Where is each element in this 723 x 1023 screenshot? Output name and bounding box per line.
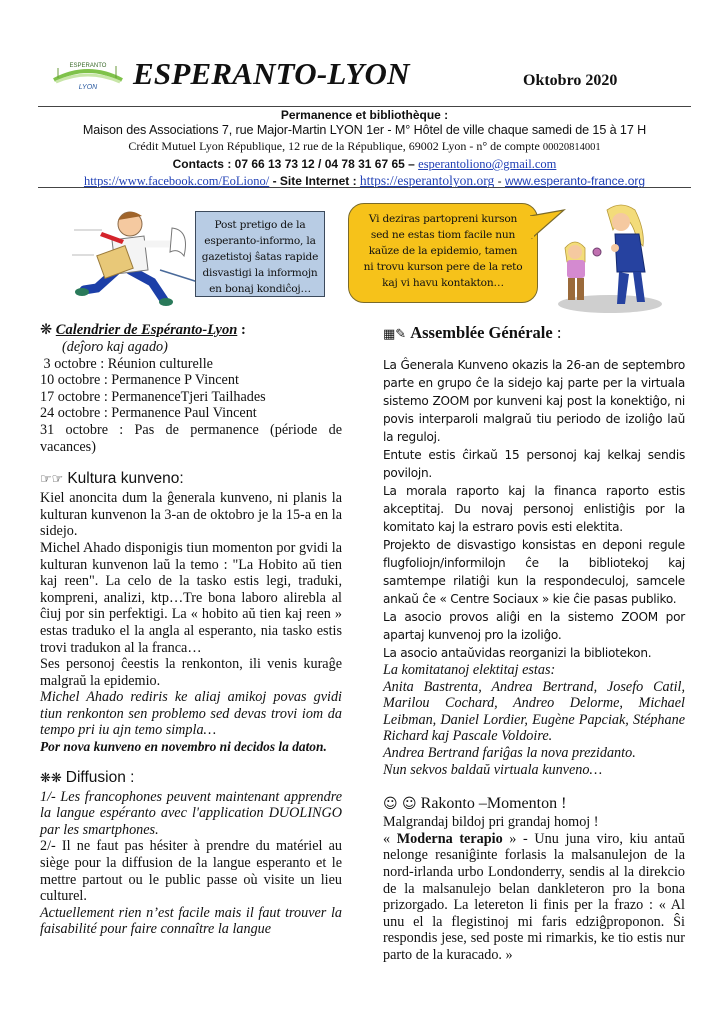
assemblee-paragraph: Projekto de disvastigo konsistas en deponi regule flugfoliojn/informilojn ĉe la bibliotekoj kaj samtempe rilatiĝi kun la respondeculoj, samcele ankaŭ ĉe « Centre Sociaux » kie ĉie pasas publiko. <box>383 538 685 606</box>
calendar-item: 10 octobre : Permanence P Vincent <box>40 372 239 389</box>
left-column <box>40 322 342 938</box>
new-president: Andrea Bertrand fariĝas la nova prezidanto. <box>383 744 636 761</box>
info-links: https://www.facebook.com/EoLiono/ - Site Internet : https://esperantolyon.org - www.esperanto-france.org <box>83 173 646 188</box>
rakonto-section <box>383 794 685 963</box>
assemblee-paragraph: La asocio provos aliĝi en la sistemo ZOOM por apartaj kunvenoj pro la izoliĝo. <box>383 610 685 642</box>
pointing-hand-icon: ☞☞ <box>40 472 64 488</box>
diffusion-paragraph: 2/- Il ne faut pas hésiter à prendre du matériel au siège pour la diffusion de la langue esperanto et le mettre partout ou le public passe où visite un lieu culturel. <box>40 838 342 905</box>
info-bank: Crédit Mutuel Lyon République, 12 rue de la République, 69002 Lyon - n° de compte 00020814001 <box>128 139 601 153</box>
kultura-paragraph: Michel Ahado disponigis tiun momenton por gvidi la kulturan kunvenon laŭ la temo : "La Hobito aŭ tien kaj reen". La celo de la tasko estis legi, traduki, kompreni, analizi, ktp…Tre bona laboro alirebla al ĉiuj por sin perfektigi. La « hobito aŭ tien kaj reen » estas traduko el la angla al esperanto, nia tasko estis trovi tradukon al la franca… <box>40 539 342 656</box>
smiley-icon: ☺ ☺ <box>383 796 417 813</box>
esperanto-lyon-logo <box>52 58 124 92</box>
story-title: Moderna terapio <box>396 830 503 847</box>
assemblee-paragraph: La asocio antaŭvidas reorganizi la bibliotekon. <box>383 646 652 660</box>
rakonto-intro: Malgrandaj bildoj pri grandaj homoj ! <box>383 814 599 831</box>
calendar-item: 3 octobre : Réunion culturelle <box>40 355 213 372</box>
asterisk-icon: ❋❋ <box>40 770 62 786</box>
header-divider-bottom <box>38 187 691 188</box>
assemblee-heading: ▦✎ Assemblée Générale : <box>383 323 562 342</box>
next-virtual-meeting: Nun sekvos baldaŭ virtuala kunveno… <box>383 761 603 778</box>
kultura-heading: ☞☞ Kultura kunveno: <box>40 470 184 488</box>
esperanto-france-link[interactable]: www.esperanto-france.org <box>504 174 646 188</box>
svg-text:LYON: LYON <box>78 84 98 91</box>
info-block <box>38 108 691 190</box>
diffusion-paragraph: 1/- Les francophones peuvent maintenant apprendre la langue espéranto avec l'application DUOLINGO par les smartphones. <box>40 788 342 838</box>
website-link[interactable]: https://esperantolyon.org <box>359 173 495 188</box>
calendar-subtitle: (deĵoro kaj agado) <box>62 339 168 355</box>
right-column <box>383 322 685 964</box>
calendar-section <box>40 322 342 455</box>
book-and-pen-icon: ▦✎ <box>383 327 407 342</box>
calendar-item: 17 octobre : PermanenceTjeri Tailhades <box>40 388 266 405</box>
asterisk-icon: ❋ <box>40 322 53 338</box>
account-number: 00020814001 <box>542 142 601 153</box>
running-man-illustration <box>72 200 200 310</box>
email-link[interactable]: esperantoliono@gmail.com <box>418 157 557 171</box>
diffusion-section <box>40 768 342 938</box>
info-heading: Permanence et bibliothèque : <box>280 108 449 122</box>
newsletter-title: ESPERANTO-LYON <box>133 56 410 91</box>
rakonto-story: « Moderna terapio » - Unu juna viro, kiu antaŭ nelonge resaniĝinte forlasis la malsanulejon de la nord-irlanda urbo Londonderry, sendis al la direkcio de la malsanulejo belan dankleteron pro la bona prizorgado. La letereton li finis per la frazo : « Al unu el la flegistinoj mi faris edziĝproponon. Ŝi respondis jese, sed poste mi rimarkis, ke tio estis nur parto de la kuracado. » <box>383 830 686 963</box>
issue-date: Oktobro 2020 <box>523 72 618 89</box>
course-speech-bubble: Vi deziras partopreni kurson sed ne estas tiom facile nun kaŭze de la epidemio, tamen ni trovu kurson pere de la reto kaj vi havu kontakton… <box>348 203 538 303</box>
assemblee-paragraph: La Ĝenerala Kunveno okazis la 26-an de septembro parte en grupo ĉe la sidejo kaj parte per la virtuala sistemo ZOOM por kunveni kaj post la konektiĝo, ni povis interparoli malgraŭ tiu periodo de izoliĝo laŭ la reguloj. <box>383 358 685 444</box>
assemblee-paragraph: La morala raporto kaj la financa raporto estis akceptitaj. Du novaj personoj enlistiĝis por la komitato kaj la estraro povis esti elektita. <box>383 484 685 534</box>
diffusion-paragraph: Actuellement rien n’est facile mais il faut trouver la faisabilité pour faire connaître la langue <box>40 904 342 938</box>
rakonto-heading: ☺ ☺ Rakonto –Momenton ! <box>383 795 567 813</box>
calendar-heading: ❋ Calendrier de Espéranto-Lyon : <box>40 322 246 338</box>
info-contacts: Contacts : 07 66 13 73 12 / 04 78 31 67 65 – esperantoliono@gmail.com <box>172 157 557 171</box>
kultura-section <box>40 469 342 756</box>
info-address: Maison des Associations 7, rue Major-Martin LYON 1er - M° Hôtel de ville chaque samedi de 15 à 17 H <box>82 123 647 137</box>
diffusion-heading: ❋❋ Diffusion : <box>40 768 135 786</box>
info-callout-box: Post pretigo de la esperanto-informo, la gazetistoj ŝatas rapide disvastigi la informojn en bonaj kondiĉoj… <box>195 211 325 297</box>
calendar-item: 31 octobre : Pas de permanence (période de vacances) <box>40 421 342 455</box>
committee-members: Anita Bastrenta, Andrea Bertrand, Josefo Catil, Marilou Cochard, Andreo Delorme, Michael Leibman, Daniel Lordier, Eugène Papciak, Stéphane Richard kaj Pascale Voldoire. <box>383 678 685 745</box>
kultura-next-meeting: Por nova kunveno en novembro ni decidos la daton. <box>40 739 327 755</box>
assemblee-section <box>383 322 685 778</box>
kultura-paragraph: Kiel anoncita dum la ĝenerala kunveno, ni planis la kulturan kunvenon la 3-an de oktobro je la 15-a en la sidejo. <box>40 490 342 540</box>
kultura-paragraph: Ses personoj ĉeestis la renkonton, ili venis kuraĝe malgraŭ la epidemio. <box>40 656 342 689</box>
committee-intro: La komitatanoj elektitaj estas: <box>383 662 556 678</box>
header-divider-top <box>38 106 691 107</box>
svg-text:ESPERANTO: ESPERANTO <box>69 63 107 69</box>
woman-and-girl-illustration <box>555 200 665 315</box>
kultura-paragraph: Michel Ahado rediris ke aliaj amikoj povas gvidi tiun renkonton sen problemo sed devas trovi iom da tempo pri iu ajn temo simpla… <box>40 689 342 739</box>
assemblee-paragraph: Entute estis ĉirkaŭ 15 personoj kaj kelkaj sendis povilojn. <box>383 448 685 480</box>
facebook-link[interactable]: https://www.facebook.com/EoLiono/ <box>83 174 270 188</box>
calendar-item: 24 octobre : Permanence Paul Vincent <box>40 405 257 422</box>
